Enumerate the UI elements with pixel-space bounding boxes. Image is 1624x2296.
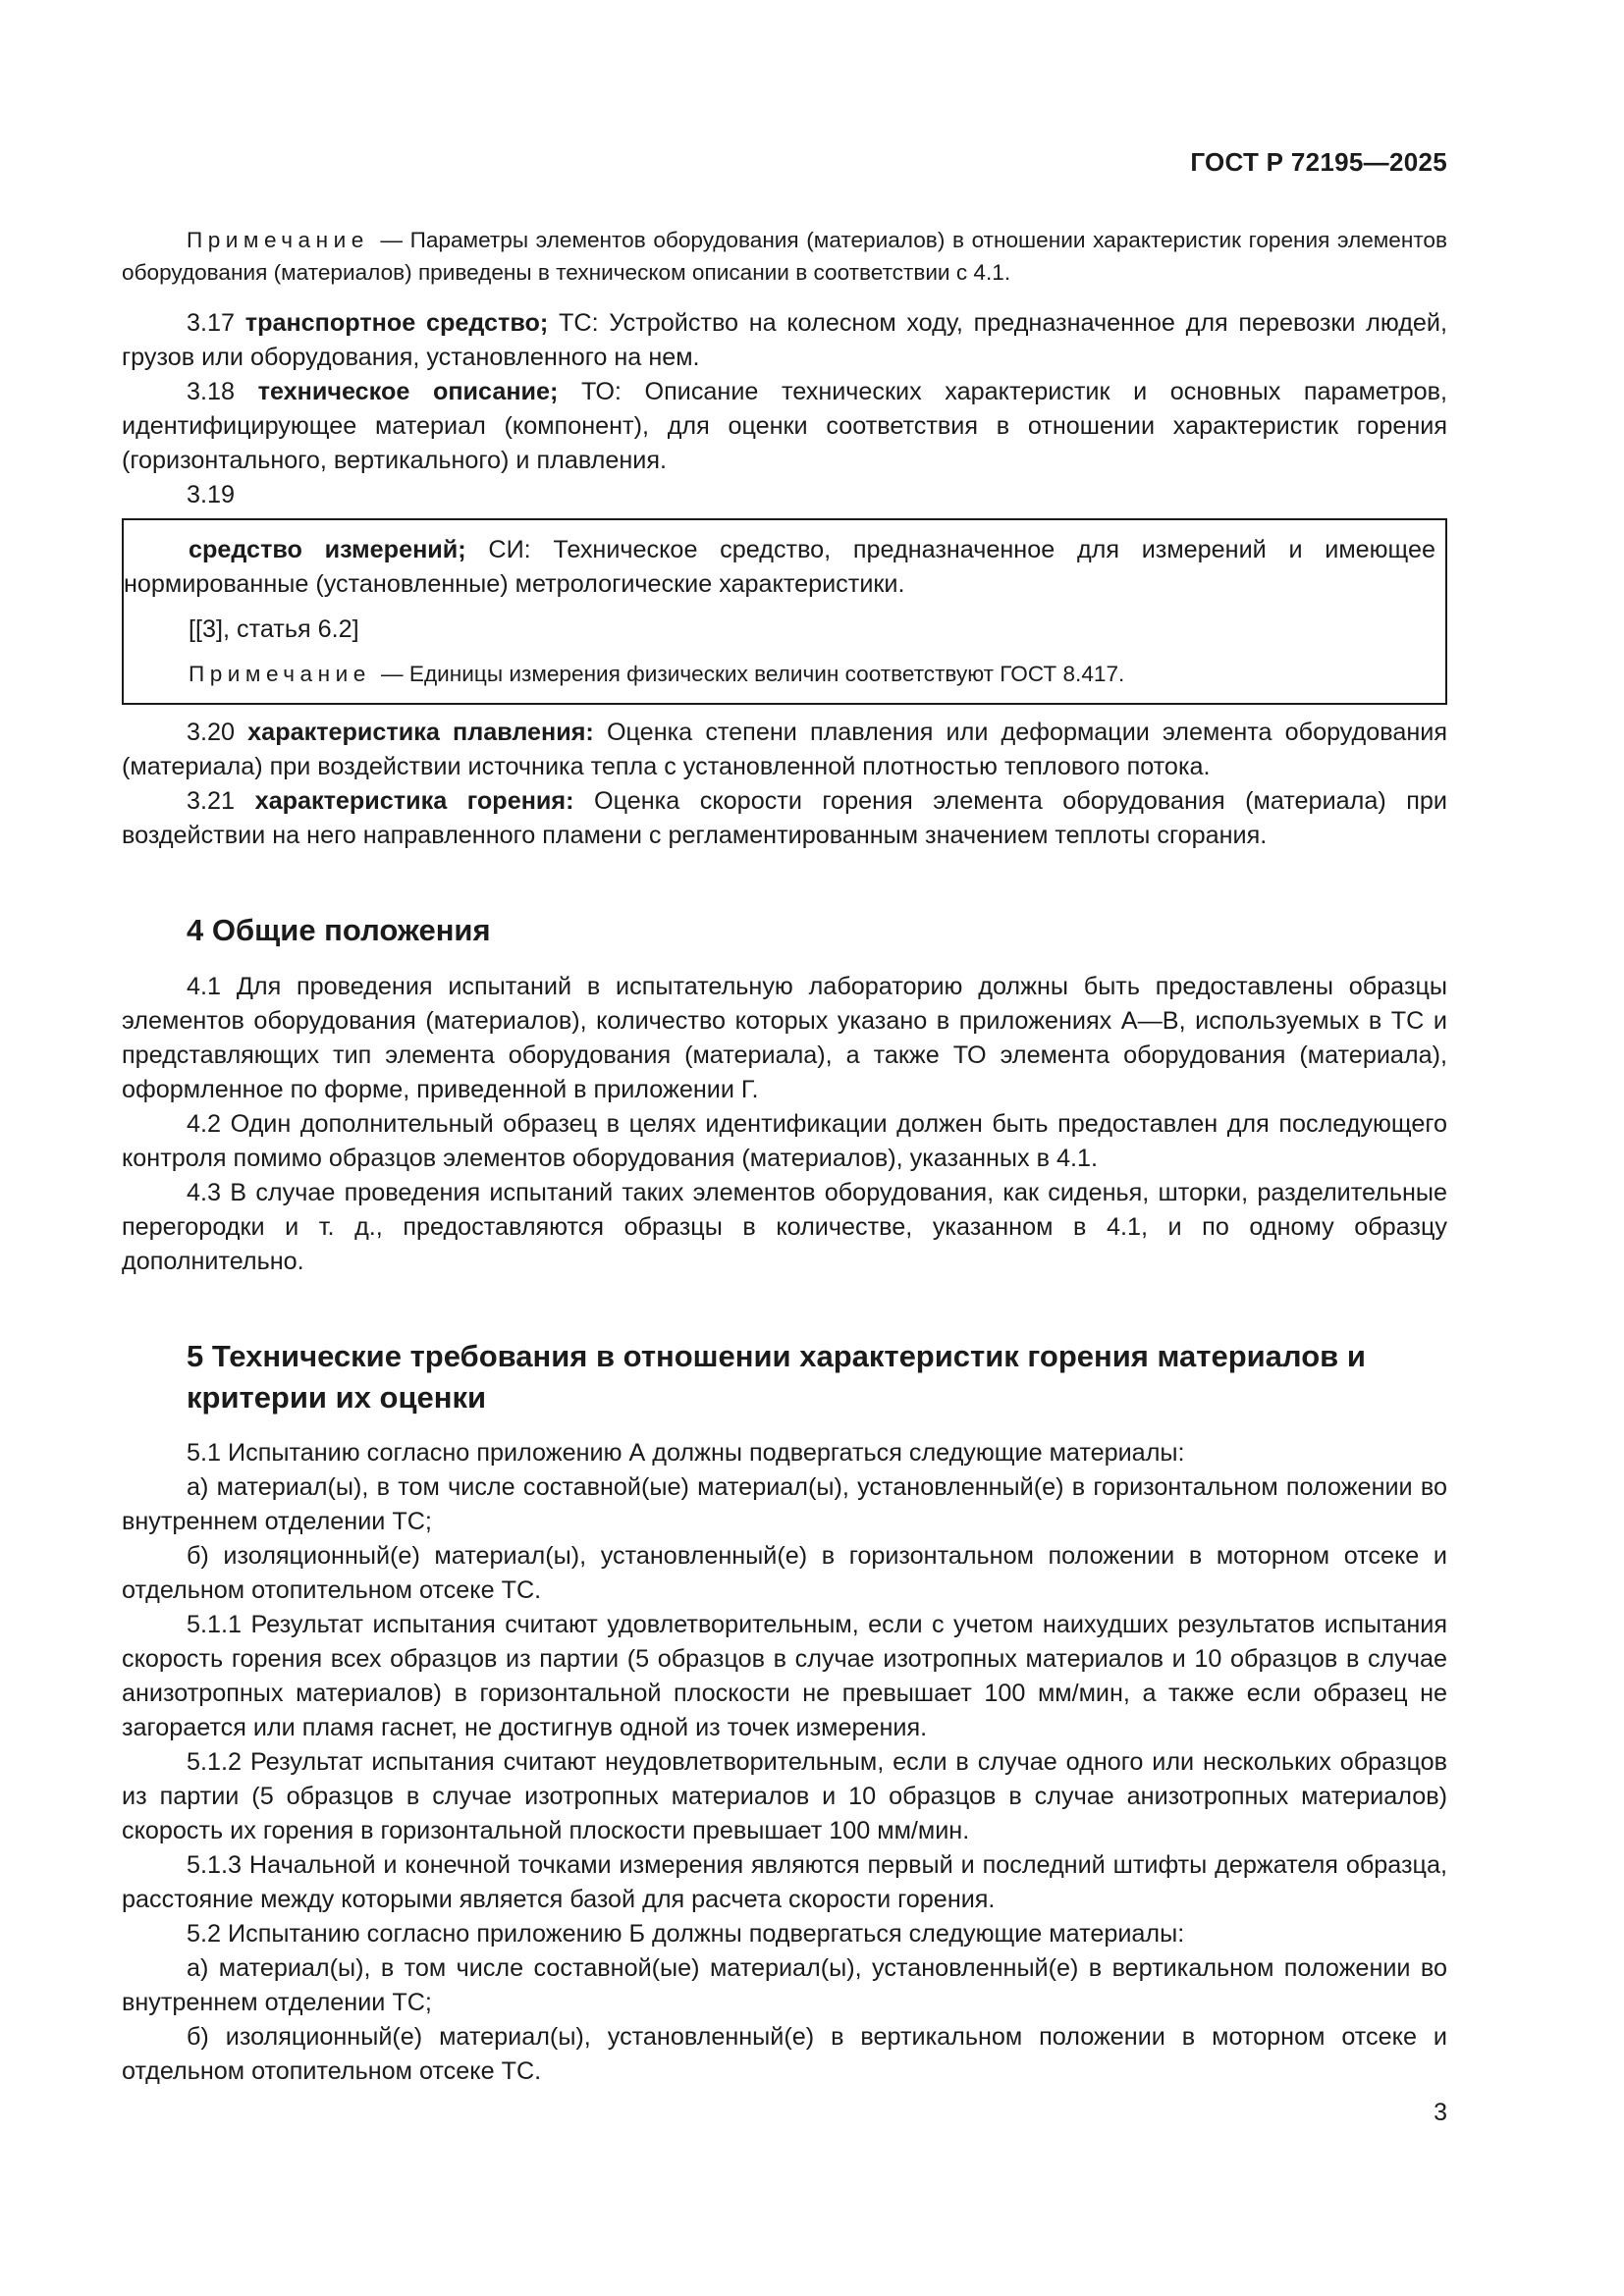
definition-text: ТО: Описание технических характеристик и основных параметров, идентифицирующее материал (компонент), для оценки соответствия в отношении характеристик горения (горизонтального, вертикального) и плавления. bbox=[122, 378, 1447, 474]
paragraph-5-1-a: а) материал(ы), в том числе составной(ые) материал(ы), установленный(е) в горизонтальном положении во внутреннем отделении ТС; bbox=[122, 1473, 1447, 1535]
note-3-19 bbox=[124, 658, 1435, 690]
paragraph-5-2: 5.2 Испытанию согласно приложению Б должны подвергаться следующие материалы: bbox=[187, 1920, 1185, 1948]
paragraph-5-1: 5.1 Испытанию согласно приложению А должны подвергаться следующие материалы: bbox=[187, 1439, 1185, 1467]
definition-3-20 bbox=[122, 716, 1447, 784]
paragraph-5-2-b: б) изоляционный(е) материал(ы), установленный(е) в вертикальном положении в моторном отсеке и отдельном отопительном отсеке ТС. bbox=[122, 2023, 1447, 2085]
paragraph-4-2: 4.2 Один дополнительный образец в целях идентификации должен быть предоставлен для последующего контроля помимо образцов элементов оборудования (материалов), указанных в 4.1. bbox=[122, 1110, 1447, 1172]
definition-3-21 bbox=[122, 784, 1447, 853]
page-content bbox=[122, 224, 1447, 2089]
definition-text: Оценка скорости горения элемента оборудования (материала) при воздействии на него направленного пламени с регламентированным значением теплоты сгорания. bbox=[122, 787, 1447, 849]
clause-number: 3.20 bbox=[187, 719, 248, 746]
term: средство измерений; bbox=[189, 536, 466, 563]
definition-text: СИ: Техническое средство, предназначенное для измерений и имеющее нормированные (установленные) метрологические характеристики. bbox=[124, 536, 1435, 598]
section-5-heading: 5 Технические требования в отношении характеристик горения материалов и критерии их оценки bbox=[187, 1339, 1366, 1415]
definition-3-19 bbox=[124, 533, 1435, 602]
paragraph-5-1-1: 5.1.1 Результат испытания считают удовлетворительным, если с учетом наихудших результатов испытания скорость горения всех образцов из партии (5 образцов в случае изотропных материалов и 10 образцов в случае анизотропных материалов) в горизонтальной плоскости не превышает 100 мм/мин, а также если образец не загорается или пламя гаснет, не достигнув одной из точек измерения. bbox=[122, 1611, 1447, 1741]
definition-text: ТС: Устройство на колесном ходу, предназначенное для перевозки людей, грузов или оборудования, установленного на нем. bbox=[122, 309, 1447, 371]
term: характеристика горения: bbox=[254, 787, 574, 815]
paragraph-5-1-2: 5.1.2 Результат испытания считают неудовлетворительным, если в случае одного или нескольких образцов из партии (5 образцов в случае изотропных материалов и 10 образцов в случае анизотропных материалов) скорость их горения в горизонтальной плоскости превышает 100 мм/мин. bbox=[122, 1748, 1447, 1844]
term: характеристика плавления: bbox=[247, 719, 594, 746]
note-3-16 bbox=[122, 224, 1447, 289]
paragraph-4-1: 4.1 Для проведения испытаний в испытательную лабораторию должны быть предоставлены образцы элементов оборудования (материалов), количество которых указано в приложениях А—В, используемых в ТС и представляющих тип элемента оборудования (материала), а также ТО элемента оборудования (материала), оформленное по форме, приведенной в приложении Г. bbox=[122, 973, 1447, 1103]
note-label: Примечание bbox=[189, 662, 371, 686]
standard-designation: ГОСТ Р 72195—2025 bbox=[1190, 147, 1447, 177]
page-number: 3 bbox=[1434, 2099, 1447, 2126]
clause-number: 3.17 bbox=[187, 309, 245, 337]
note-label: Примечание bbox=[187, 228, 369, 252]
clause-number: 3.21 bbox=[187, 787, 255, 815]
quoted-definition-box bbox=[122, 518, 1447, 705]
definition-3-17 bbox=[122, 306, 1447, 375]
clause-number-3-19: 3.19 bbox=[187, 481, 236, 508]
paragraph-4-3: 4.3 В случае проведения испытаний таких элементов оборудования, как сиденья, шторки, разделительные перегородки и т. д., предоставляются образцы в количестве, указанном в 4.1, и по одному образцу дополнительно. bbox=[122, 1179, 1447, 1275]
paragraph-5-2-a: а) материал(ы), в том числе составной(ые) материал(ы), установленный(е) в вертикальном положении во внутреннем отделении ТС; bbox=[122, 1954, 1447, 2016]
paragraph-5-1-b: б) изоляционный(е) материал(ы), установленный(е) в горизонтальном положении в моторном отсеке и отдельном отопительном отсеке ТС. bbox=[122, 1542, 1447, 1604]
term: техническое описание; bbox=[257, 378, 559, 405]
section-4-heading: 4 Общие положения bbox=[187, 913, 491, 947]
definition-text: Оценка степени плавления или деформации элемента оборудования (материала) при воздействии источника тепла с установленной плотностью теплового потока. bbox=[122, 719, 1447, 780]
note-text: — Параметры элементов оборудования (материалов) в отношении характеристик горения элементов оборудования (материалов) приведены в техническом описании в соответствии с 4.1. bbox=[122, 228, 1447, 285]
note-text: — Единицы измерения физических величин соответствуют ГОСТ 8.417. bbox=[374, 662, 1125, 686]
definition-source: [[3], статья 6.2] bbox=[189, 615, 359, 643]
clause-number: 3.18 bbox=[187, 378, 258, 405]
definition-3-18 bbox=[122, 375, 1447, 478]
paragraph-5-1-3: 5.1.3 Начальной и конечной точками измерения являются первый и последний штифты держателя образца, расстояние между которыми является базой для расчета скорости горения. bbox=[122, 1851, 1447, 1913]
term: транспортное средство; bbox=[244, 309, 549, 337]
